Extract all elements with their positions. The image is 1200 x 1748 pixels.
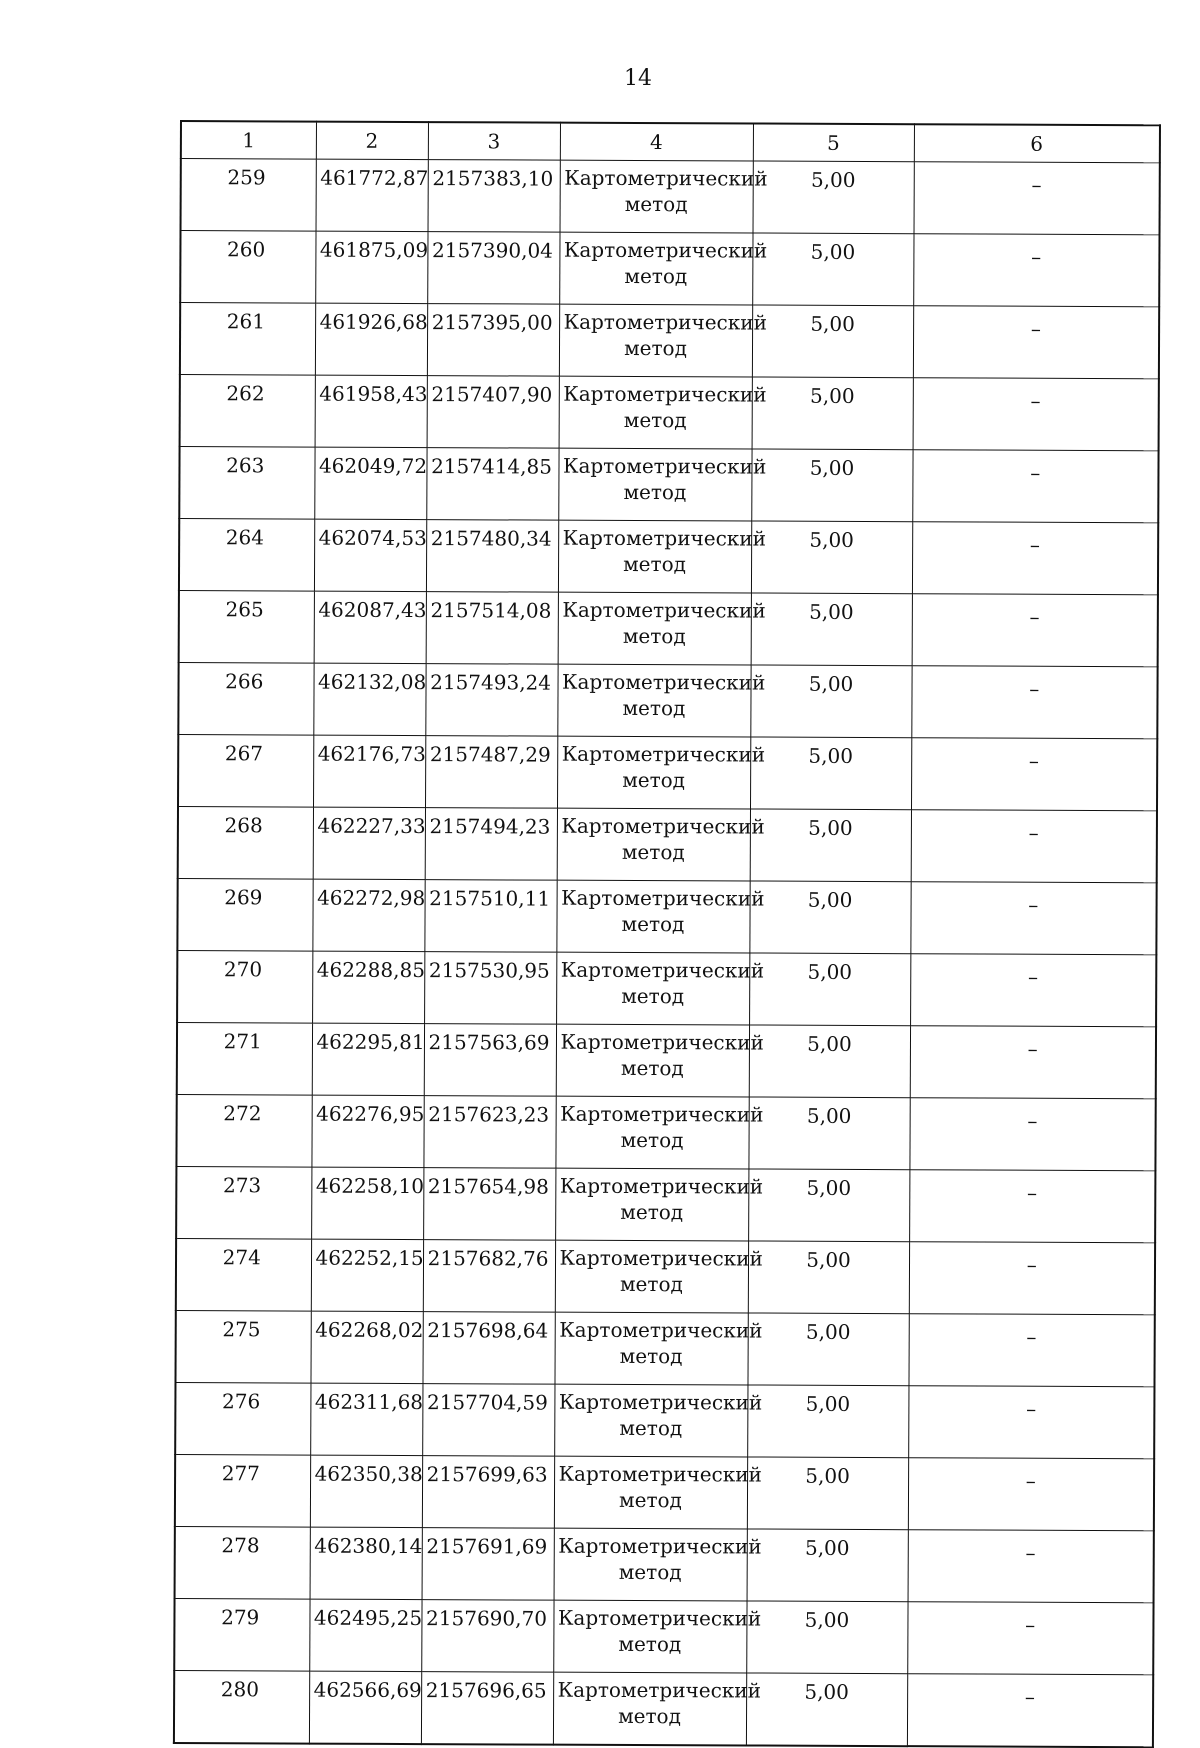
x-coordinate-cell: 462350,38 bbox=[310, 1455, 422, 1527]
table-row bbox=[175, 1382, 1154, 1458]
method-cell: Картометрический метод bbox=[559, 376, 752, 449]
method-cell: Картометрический метод bbox=[556, 880, 749, 953]
method-cell: Картометрический метод bbox=[554, 1312, 747, 1385]
y-coordinate-cell: 2157623,23 bbox=[423, 1096, 555, 1169]
point-number-cell: 277 bbox=[175, 1454, 310, 1527]
method-cell: Картометрический метод bbox=[559, 304, 752, 377]
x-coordinate-cell: 462132,08 bbox=[313, 663, 425, 735]
x-coordinate-cell: 462380,14 bbox=[310, 1527, 422, 1599]
method-cell: Картометрический метод bbox=[555, 1240, 748, 1313]
accuracy-cell: 5,00 bbox=[747, 1385, 908, 1458]
note-cell: – bbox=[908, 1458, 1154, 1531]
y-coordinate-cell: 2157395,00 bbox=[427, 304, 559, 377]
method-cell: Картометрический метод bbox=[554, 1456, 747, 1529]
point-number-cell: 274 bbox=[176, 1238, 311, 1311]
y-coordinate-cell: 2157699,63 bbox=[422, 1456, 554, 1529]
method-cell: Картометрический метод bbox=[557, 808, 750, 881]
x-coordinate-cell: 462258,10 bbox=[311, 1167, 423, 1239]
table-row bbox=[176, 1094, 1155, 1170]
x-coordinate-cell: 462087,43 bbox=[314, 591, 426, 663]
y-coordinate-cell: 2157698,64 bbox=[422, 1312, 554, 1385]
column-header-1: 1 bbox=[181, 121, 316, 159]
point-number-cell: 267 bbox=[178, 734, 313, 807]
method-cell: Картометрический метод bbox=[555, 1168, 748, 1241]
y-coordinate-cell: 2157563,69 bbox=[424, 1024, 556, 1097]
point-number-cell: 261 bbox=[180, 303, 315, 376]
point-number-cell: 276 bbox=[175, 1382, 310, 1455]
y-coordinate-cell: 2157487,29 bbox=[425, 736, 557, 809]
y-coordinate-cell: 2157514,08 bbox=[426, 592, 558, 665]
note-cell: – bbox=[907, 1674, 1153, 1748]
y-coordinate-cell: 2157494,23 bbox=[425, 808, 557, 881]
table-row bbox=[177, 1022, 1156, 1098]
method-cell: Картометрический метод bbox=[560, 160, 753, 233]
method-cell: Картометрический метод bbox=[556, 1024, 749, 1097]
accuracy-cell: 5,00 bbox=[752, 233, 913, 306]
column-header-2: 2 bbox=[316, 122, 428, 160]
method-cell: Картометрический метод bbox=[555, 1096, 748, 1169]
x-coordinate-cell: 462049,72 bbox=[314, 447, 426, 519]
table-row bbox=[178, 662, 1157, 738]
note-cell: – bbox=[910, 882, 1156, 955]
column-header-6: 6 bbox=[914, 124, 1160, 163]
x-coordinate-cell: 462311,68 bbox=[310, 1383, 422, 1455]
note-cell: – bbox=[909, 1242, 1155, 1315]
point-number-cell: 262 bbox=[180, 375, 315, 448]
accuracy-cell: 5,00 bbox=[752, 377, 913, 450]
accuracy-cell: 5,00 bbox=[750, 809, 911, 882]
method-cell: Картометрический метод bbox=[556, 952, 749, 1025]
x-coordinate-cell: 462272,98 bbox=[312, 879, 424, 951]
method-cell: Картометрический метод bbox=[557, 664, 750, 737]
x-coordinate-cell: 462074,53 bbox=[314, 519, 426, 591]
accuracy-cell: 5,00 bbox=[746, 1673, 907, 1746]
table-row bbox=[178, 734, 1157, 810]
x-coordinate-cell: 462295,81 bbox=[312, 1023, 424, 1095]
table-row bbox=[180, 303, 1159, 379]
column-header-3: 3 bbox=[428, 122, 560, 160]
y-coordinate-cell: 2157493,24 bbox=[425, 664, 557, 737]
column-header-4: 4 bbox=[560, 123, 753, 161]
method-cell: Картометрический метод bbox=[558, 592, 751, 665]
page-number: 14 bbox=[624, 66, 652, 91]
table-row bbox=[178, 806, 1157, 882]
x-coordinate-cell: 462288,85 bbox=[312, 951, 424, 1023]
x-coordinate-cell: 462495,25 bbox=[309, 1599, 421, 1671]
note-cell: – bbox=[913, 234, 1159, 307]
table-row bbox=[180, 231, 1159, 307]
x-coordinate-cell: 462276,95 bbox=[311, 1095, 423, 1167]
method-cell: Картометрический метод bbox=[558, 520, 751, 593]
note-cell: – bbox=[913, 378, 1159, 451]
point-number-cell: 265 bbox=[179, 590, 314, 663]
note-cell: – bbox=[912, 594, 1158, 667]
method-cell: Картометрический метод bbox=[553, 1600, 746, 1673]
accuracy-cell: 5,00 bbox=[746, 1601, 907, 1674]
note-cell: – bbox=[908, 1530, 1154, 1603]
point-number-cell: 273 bbox=[176, 1166, 311, 1239]
point-number-cell: 260 bbox=[180, 231, 315, 304]
accuracy-cell: 5,00 bbox=[747, 1313, 908, 1386]
note-cell: – bbox=[907, 1602, 1153, 1675]
table-body bbox=[174, 159, 1160, 1748]
accuracy-cell: 5,00 bbox=[751, 449, 912, 522]
method-cell: Картометрический метод bbox=[559, 232, 752, 305]
y-coordinate-cell: 2157696,65 bbox=[421, 1672, 553, 1745]
accuracy-cell: 5,00 bbox=[747, 1457, 908, 1530]
x-coordinate-cell: 462176,73 bbox=[313, 735, 425, 807]
x-coordinate-cell: 462566,69 bbox=[309, 1671, 421, 1744]
accuracy-cell: 5,00 bbox=[750, 737, 911, 810]
table-row bbox=[176, 1166, 1155, 1242]
table-row bbox=[180, 375, 1159, 451]
table-row bbox=[176, 1238, 1155, 1314]
x-coordinate-cell: 461772,87 bbox=[316, 159, 428, 231]
table-row bbox=[174, 1598, 1153, 1674]
point-number-cell: 280 bbox=[174, 1670, 309, 1743]
note-cell: – bbox=[909, 1170, 1155, 1243]
table-row bbox=[179, 590, 1158, 666]
table-row bbox=[175, 1526, 1154, 1602]
accuracy-cell: 5,00 bbox=[748, 1097, 909, 1170]
note-cell: – bbox=[913, 306, 1159, 379]
point-number-cell: 259 bbox=[181, 159, 316, 232]
point-number-cell: 272 bbox=[176, 1094, 311, 1167]
accuracy-cell: 5,00 bbox=[753, 161, 914, 234]
method-cell: Картометрический метод bbox=[554, 1528, 747, 1601]
note-cell: – bbox=[910, 954, 1156, 1027]
point-number-cell: 269 bbox=[177, 878, 312, 951]
table-row bbox=[175, 1454, 1154, 1530]
accuracy-cell: 5,00 bbox=[751, 521, 912, 594]
coordinates-table bbox=[173, 120, 1161, 1748]
column-header-5: 5 bbox=[753, 124, 914, 162]
accuracy-cell: 5,00 bbox=[749, 881, 910, 954]
y-coordinate-cell: 2157480,34 bbox=[426, 520, 558, 593]
accuracy-cell: 5,00 bbox=[747, 1529, 908, 1602]
method-cell: Картометрический метод bbox=[558, 448, 751, 521]
x-coordinate-cell: 461958,43 bbox=[315, 375, 427, 447]
note-cell: – bbox=[911, 738, 1157, 811]
point-number-cell: 271 bbox=[177, 1022, 312, 1095]
point-number-cell: 279 bbox=[174, 1598, 309, 1671]
table-row bbox=[177, 950, 1156, 1026]
table-row bbox=[181, 159, 1160, 235]
accuracy-cell: 5,00 bbox=[752, 305, 913, 378]
accuracy-cell: 5,00 bbox=[749, 1025, 910, 1098]
note-cell: – bbox=[908, 1386, 1154, 1459]
table-row bbox=[177, 878, 1156, 954]
y-coordinate-cell: 2157510,11 bbox=[424, 880, 556, 953]
accuracy-cell: 5,00 bbox=[748, 1241, 909, 1314]
table-row bbox=[174, 1670, 1153, 1747]
x-coordinate-cell: 462252,15 bbox=[311, 1239, 423, 1311]
note-cell: – bbox=[911, 666, 1157, 739]
x-coordinate-cell: 462227,33 bbox=[313, 807, 425, 879]
y-coordinate-cell: 2157654,98 bbox=[423, 1168, 555, 1241]
y-coordinate-cell: 2157691,69 bbox=[422, 1528, 554, 1601]
table-header-row bbox=[181, 121, 1160, 163]
note-cell: – bbox=[910, 1026, 1156, 1099]
method-cell: Картометрический метод bbox=[553, 1672, 746, 1745]
method-cell: Картометрический метод bbox=[554, 1384, 747, 1457]
accuracy-cell: 5,00 bbox=[749, 953, 910, 1026]
y-coordinate-cell: 2157690,70 bbox=[421, 1600, 553, 1673]
table-row bbox=[179, 519, 1158, 595]
note-cell: – bbox=[911, 810, 1157, 883]
y-coordinate-cell: 2157530,95 bbox=[424, 952, 556, 1025]
point-number-cell: 263 bbox=[179, 447, 314, 520]
accuracy-cell: 5,00 bbox=[751, 593, 912, 666]
point-number-cell: 266 bbox=[178, 662, 313, 735]
note-cell: – bbox=[912, 522, 1158, 595]
x-coordinate-cell: 461926,68 bbox=[315, 303, 427, 375]
point-number-cell: 264 bbox=[179, 519, 314, 592]
y-coordinate-cell: 2157390,04 bbox=[427, 232, 559, 305]
point-number-cell: 278 bbox=[175, 1526, 310, 1599]
table-row bbox=[175, 1310, 1154, 1386]
y-coordinate-cell: 2157704,59 bbox=[422, 1384, 554, 1457]
y-coordinate-cell: 2157407,90 bbox=[427, 376, 559, 449]
point-number-cell: 268 bbox=[178, 806, 313, 879]
accuracy-cell: 5,00 bbox=[748, 1169, 909, 1242]
x-coordinate-cell: 461875,09 bbox=[315, 231, 427, 303]
accuracy-cell: 5,00 bbox=[750, 665, 911, 738]
x-coordinate-cell: 462268,02 bbox=[310, 1311, 422, 1383]
y-coordinate-cell: 2157383,10 bbox=[428, 160, 560, 233]
note-cell: – bbox=[908, 1314, 1154, 1387]
table-row bbox=[179, 447, 1158, 523]
y-coordinate-cell: 2157682,76 bbox=[423, 1240, 555, 1313]
point-number-cell: 275 bbox=[175, 1310, 310, 1383]
note-cell: – bbox=[912, 450, 1158, 523]
method-cell: Картометрический метод bbox=[557, 736, 750, 809]
y-coordinate-cell: 2157414,85 bbox=[426, 448, 558, 521]
note-cell: – bbox=[914, 162, 1160, 235]
point-number-cell: 270 bbox=[177, 950, 312, 1023]
note-cell: – bbox=[909, 1098, 1155, 1171]
